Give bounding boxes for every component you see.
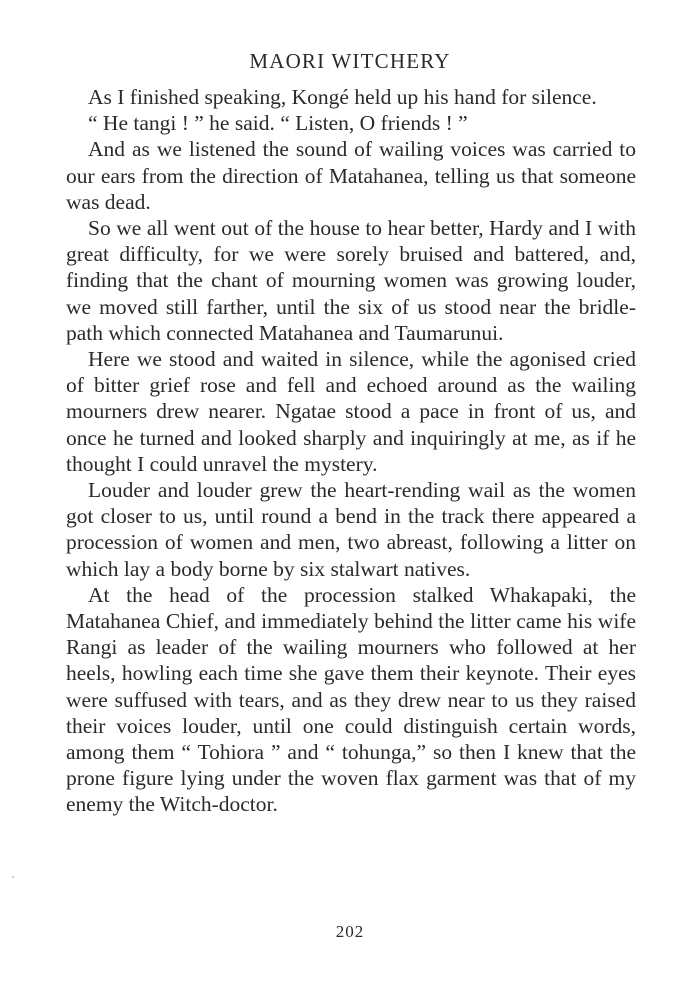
paragraph: Here we stood and waited in silence, while the agonised cried of bitter grief rose and fell and echoed around as the wailing mourners drew nearer. Ngatae stood a pace in front of us, and once he turned and looked sharply and inquiringly at me, as if he thought I could unravel the mystery. [66, 347, 636, 476]
paragraph: “ He tangi ! ” he said. “ Listen, O friends ! ” [88, 111, 468, 136]
body-text [66, 84, 636, 818]
paragraph: Louder and louder grew the heart-rending wail as the women got closer to us, until round a bend in the track there appeared a procession of women and men, two abreast, following a litter on which lay a body borne by six stalwart natives. [66, 478, 636, 581]
running-head: MAORI WITCHERY [249, 49, 451, 73]
paragraph: As I finished speaking, Kongé held up his hand for silence. [88, 85, 597, 109]
page-number: 202 [335, 922, 365, 941]
paragraph: So we all went out of the house to hear better, Hardy and I with great difficulty, for we were sorely bruised and battered, and, finding that the chant of mourning women was growing louder, we moved still farther, until the six of us stood near the bridle-path which connected Matahanea and Taumarunui. [66, 216, 636, 345]
margin-speck [12, 876, 14, 878]
paragraph: And as we listened the sound of wailing voices was carried to our ears from the direction of Matahanea, telling us that someone was dead. [66, 137, 636, 214]
paragraph: At the head of the procession stalked Whakapaki, the Matahanea Chief, and immediately behind the litter came his wife Rangi as leader of the wailing mourners who followed at her heels, howling each time she gave them their keynote. Their eyes were suffused with tears, and as they drew near to us they raised their voices louder, until one could distinguish certain words, among them “ Tohiora ” and “ tohunga,” so then I knew that the prone figure lying under the woven flax garment was that of my enemy the Witch-doctor. [66, 582, 636, 817]
